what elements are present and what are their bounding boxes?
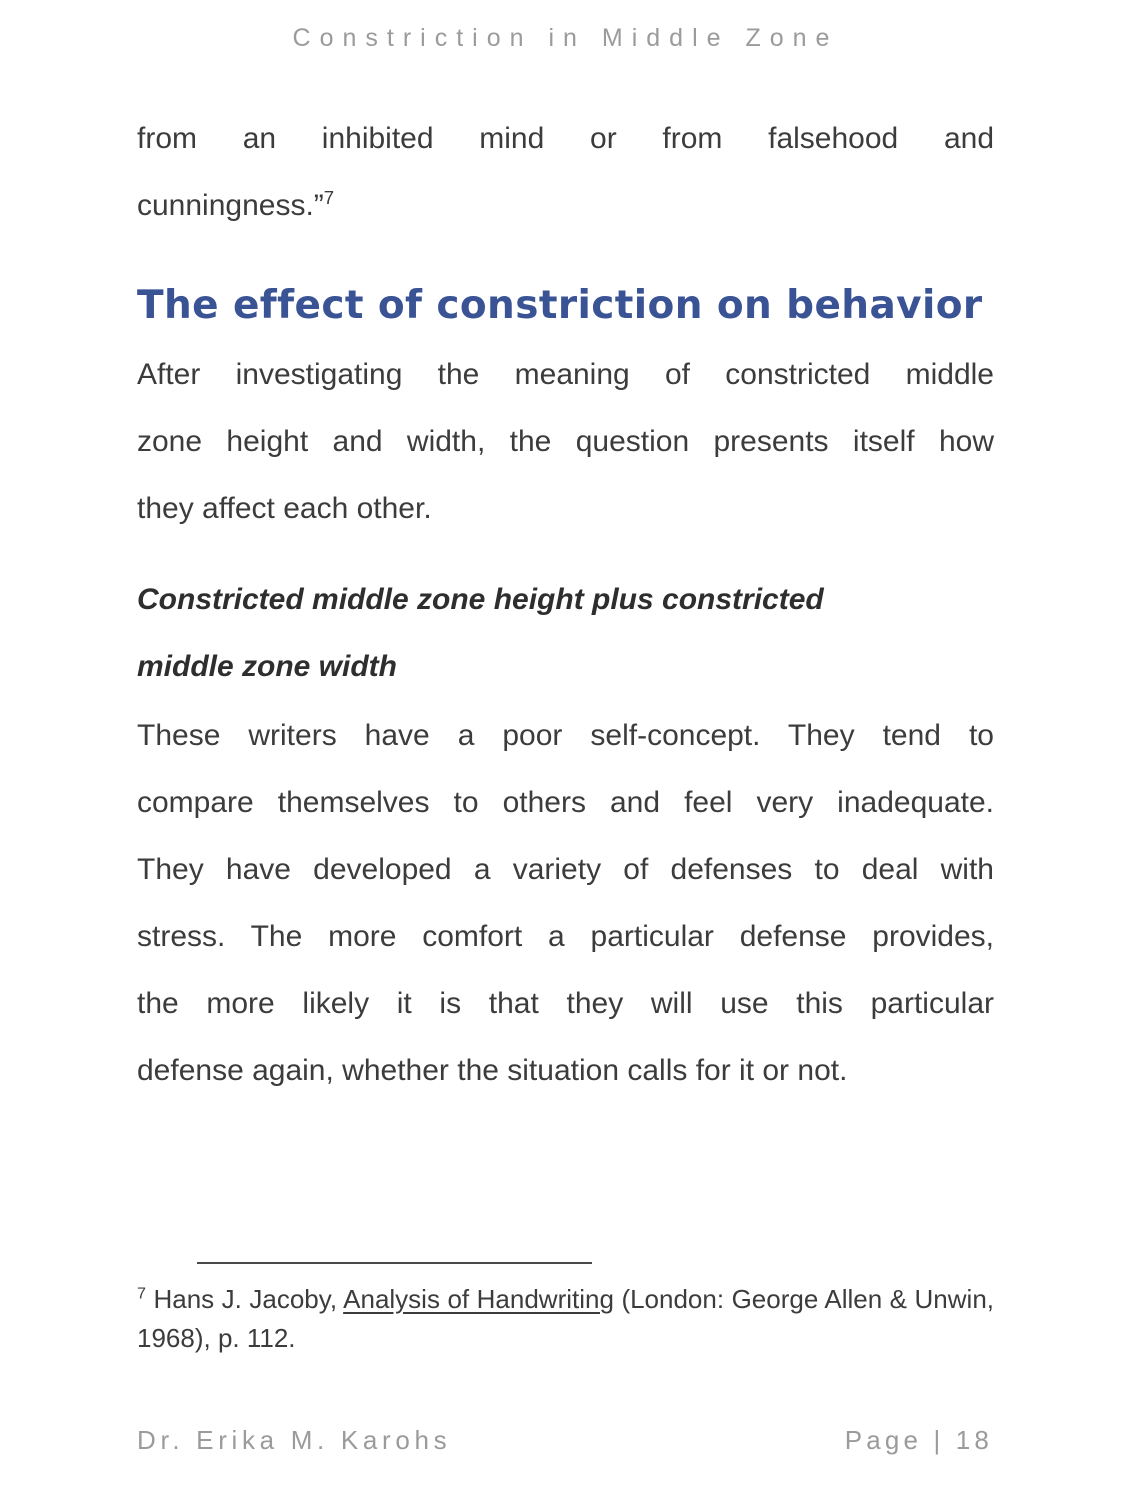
paragraph-1-last-line bbox=[137, 172, 994, 239]
paragraph-1-line: from an inhibited mind or from falsehood and bbox=[137, 122, 994, 155]
paragraph-3-line: stress. The more comfort a particular defense provides, bbox=[137, 920, 994, 953]
footnote-number: 7 bbox=[137, 1284, 146, 1303]
subsection-heading-line: middle zone width bbox=[137, 650, 397, 683]
section-heading: The effect of constriction on behavior bbox=[137, 283, 983, 328]
footer-page-number: Page | 18 bbox=[844, 1425, 993, 1455]
footnote-text-after: (London: George Allen & Unwin, 1968), p. 112. bbox=[137, 1284, 994, 1353]
paragraph-3-line: These writers have a poor self-concept. They tend to bbox=[137, 719, 994, 752]
footnote-reference-marker: 7 bbox=[323, 187, 335, 208]
paragraph-2-line: zone height and width, the question presents itself how bbox=[137, 425, 994, 458]
running-header: Constriction in Middle Zone bbox=[292, 24, 839, 52]
footnote bbox=[137, 1280, 994, 1358]
footer-author: Dr. Erika M. Karohs bbox=[137, 1425, 452, 1455]
paragraph-3-line: compare themselves to others and feel very inadequate. bbox=[137, 786, 994, 819]
footnote-text-before: Hans J. Jacoby, bbox=[145, 1284, 344, 1314]
paragraph-3-line: the more likely it is that they will use this particular bbox=[137, 987, 994, 1020]
paragraph-3 bbox=[137, 702, 994, 1104]
paragraph-3-line: They have developed a variety of defenses to deal with bbox=[137, 853, 994, 886]
footnote-section bbox=[137, 1262, 994, 1358]
subsection-heading-line: Constricted middle zone height plus constricted bbox=[137, 583, 824, 616]
paragraph-1-text: cunningness.” bbox=[137, 189, 324, 222]
footnote-work-title: Analysis of Handwriting bbox=[343, 1284, 614, 1314]
paragraph-2 bbox=[137, 341, 994, 542]
paragraph-2-line: After investigating the meaning of constricted middle bbox=[137, 358, 994, 391]
footnote-divider bbox=[197, 1262, 592, 1264]
page-content bbox=[137, 105, 994, 1384]
paragraph-3-last-line: defense again, whether the situation calls for it or not. bbox=[137, 1054, 848, 1087]
paragraph-1 bbox=[137, 105, 994, 239]
paragraph-2-last-line: they affect each other. bbox=[137, 492, 432, 525]
page-footer bbox=[137, 1425, 993, 1456]
subsection-heading bbox=[137, 566, 994, 700]
